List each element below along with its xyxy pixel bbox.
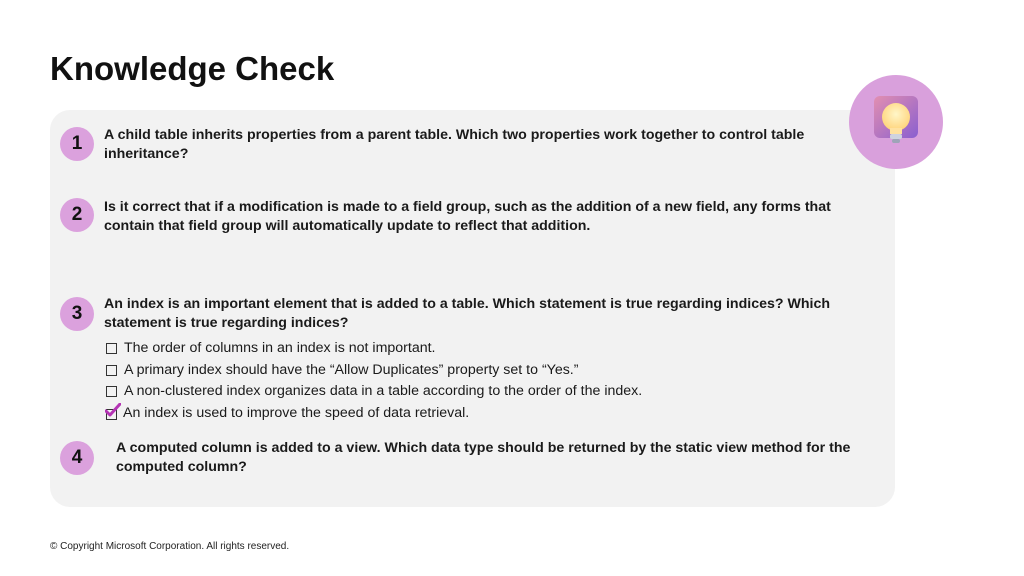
question-text-3: An index is an important element that is added to a table. Which statement is true regarding indices? Which statement is true regarding indices? xyxy=(104,296,831,331)
option-item[interactable] xyxy=(106,360,642,382)
slide-title: Knowledge Check xyxy=(50,50,335,87)
option-text: A primary index should have the “Allow Duplicates” property set to “Yes.” xyxy=(124,361,579,378)
question-number-2: 2 xyxy=(60,198,94,232)
option-text: An index is used to improve the speed of data retrieval. xyxy=(123,404,470,421)
checkbox-empty-icon[interactable] xyxy=(106,386,117,397)
option-text: The order of columns in an index is not important. xyxy=(124,340,436,356)
question-number-4: 4 xyxy=(60,441,94,475)
question-text-4: A computed column is added to a view. Which data type should be returned by the static view method for the computed column? xyxy=(116,440,851,475)
copyright-notice: © Copyright Microsoft Corporation. All rights reserved. xyxy=(50,541,290,552)
question-text-1: A child table inherits properties from a parent table. Which two properties work together to control table inheritance? xyxy=(104,127,805,162)
option-item-correct[interactable] xyxy=(106,403,642,425)
question-text-2: Is it correct that if a modification is made to a field group, such as the addition of a new field, any forms that contain that field group will automatically update to reflect that addition. xyxy=(104,199,831,234)
question-number-3: 3 xyxy=(60,297,94,331)
option-item[interactable] xyxy=(106,338,642,360)
option-text: A non-clustered index organizes data in a table according to the order of the index. xyxy=(124,383,643,399)
question-number-1: 1 xyxy=(60,127,94,161)
checkbox-empty-icon[interactable] xyxy=(106,343,117,354)
option-item[interactable] xyxy=(106,381,642,403)
checkbox-empty-icon[interactable] xyxy=(106,365,117,376)
checkbox-checked-icon[interactable] xyxy=(106,408,117,419)
question-3-options xyxy=(106,338,642,424)
lightbulb-icon xyxy=(871,94,921,150)
lightbulb-badge xyxy=(849,75,943,169)
